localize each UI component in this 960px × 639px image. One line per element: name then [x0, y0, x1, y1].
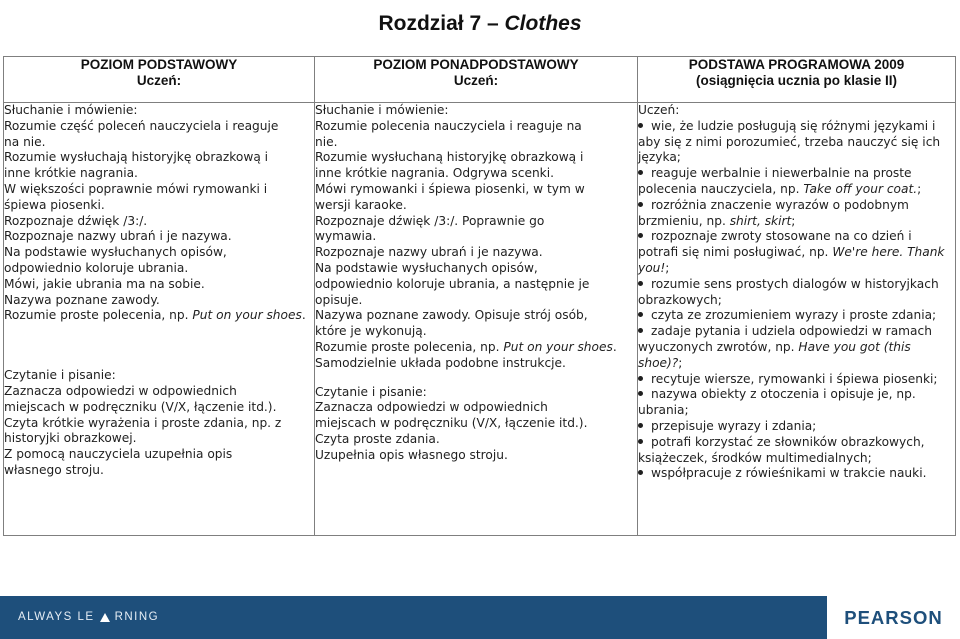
advanced-listening-lines: [315, 119, 637, 372]
cell-curriculum: [638, 103, 956, 536]
column-header-curriculum-subtitle: (osiągnięcia ucznia po klasie II): [695, 73, 898, 88]
bullet-text: rozróżnia znaczenie wyrazów o podobnym brzmieniu, np.: [638, 197, 909, 228]
curriculum-table: [3, 56, 956, 536]
bullet-tail: ;: [678, 355, 683, 370]
bullet-icon: [638, 423, 643, 428]
footer-bar: [0, 596, 960, 639]
basic-listening-lines: [4, 119, 314, 324]
text-line: śpiewa piosenki.: [4, 197, 105, 212]
bullet-icon: [638, 470, 643, 475]
column-header-curriculum-title: PODSTAWA PROGRAMOWA 2009: [688, 57, 905, 72]
example-phrase: shirt, skirt: [729, 213, 792, 228]
text-line: Uzupełnia opis własnego stroju.: [315, 447, 508, 462]
text-line: Rozpoznaje nazwy ubrań i je nazywa.: [315, 245, 543, 260]
text-line: wymawia.: [315, 229, 377, 244]
bullet-icon: [638, 123, 643, 128]
example-phrase: Put on your shoes: [503, 339, 613, 354]
table-header-row: [4, 57, 956, 103]
column-header-basic-subtitle: Uczeń:: [136, 73, 182, 88]
text-line: Rozpoznaje dźwięk /3:/.: [4, 213, 148, 228]
list-item: [638, 466, 955, 482]
bullet-icon: [638, 439, 643, 444]
basic-reading-lines: [4, 384, 314, 479]
bullet-text: zadaje pytania i udziela odpowiedzi w ramach wyuczonych zwrotów, np.: [638, 324, 932, 354]
cell-advanced: [315, 103, 638, 536]
section-label-listening: Słuchanie i mówienie:: [4, 103, 138, 117]
text-line: Czyta proste zdania.: [315, 431, 440, 446]
bullet-icon: [638, 281, 643, 286]
cell-basic: [4, 103, 315, 536]
text-line: Czyta krótkie wyrażenia i proste zdania, np. z: [4, 415, 282, 430]
list-item: [638, 119, 955, 166]
text-line: Zaznacza odpowiedzi w odpowiednich: [315, 400, 548, 415]
tagline-part: ALWAYS LE: [18, 611, 95, 623]
text-line: Rozumie wysłuchaną historyjkę obrazkową i: [315, 150, 584, 165]
curriculum-bullet-list: [638, 119, 955, 482]
bullet-text: reaguje werbalnie i niewerbalnie na proste polecenia nauczyciela, np.: [638, 166, 912, 196]
triangle-a-icon: [100, 613, 110, 622]
column-header-advanced: [315, 57, 638, 103]
list-item: [638, 229, 955, 276]
list-item: [638, 372, 955, 388]
advanced-reading-lines: [315, 400, 637, 463]
text-line: W większości poprawnie mówi rymowanki i: [4, 181, 268, 196]
text-line: Rozpoznaje nazwy ubrań i je nazywa.: [4, 229, 232, 244]
text-run: Rozumie proste polecenia, np.: [4, 308, 193, 323]
list-item: [638, 435, 955, 467]
bullet-icon: [638, 376, 643, 381]
text-line: Nazywa poznane zawody.: [4, 292, 160, 307]
text-line: na nie.: [4, 134, 46, 149]
pearson-logo: PEARSON: [827, 596, 960, 639]
bullet-tail: ;: [791, 213, 796, 228]
tagline-part: RNING: [114, 611, 160, 623]
bullet-icon: [638, 328, 643, 333]
bullet-text: recytuje wiersze, rymowanki i śpiewa piosenki;: [651, 371, 938, 386]
bullet-text: czyta ze zrozumieniem wyrazy i proste zdania;: [651, 308, 937, 323]
bullet-text: rozpoznaje zwroty stosowane na co dzień i potrafi się nimi posługiwać, np.: [638, 229, 912, 260]
text-line: Rozpoznaje dźwięk /3:/. Poprawnie go: [315, 213, 545, 228]
section-label-reading: Czytanie i pisanie:: [315, 384, 427, 399]
bullet-text: rozumie sens prostych dialogów w historyjkach obrazkowych;: [638, 276, 939, 307]
text-line: historyjki obrazkowej.: [4, 431, 137, 446]
text-line: odpowiednio koloruje ubrania.: [4, 260, 189, 275]
list-item: [638, 198, 955, 230]
column-header-advanced-subtitle: Uczeń:: [453, 73, 499, 88]
text-line: Na podstawie wysłuchanych opisów,: [315, 260, 538, 275]
text-line: Rozumie wysłuchają historyjkę obrazkową i: [4, 150, 269, 165]
text-line: Rozumie polecenia nauczyciela i reaguje na: [315, 118, 582, 133]
column-header-curriculum: [638, 57, 956, 103]
list-item: [638, 166, 955, 198]
bullet-text: potrafi korzystać ze słowników obrazkowych, książeczek, środków multimedialnych;: [638, 434, 925, 465]
bullet-icon: [638, 170, 643, 175]
bullet-icon: [638, 312, 643, 317]
bullet-text: wie, że ludzie posługują się różnymi językami i aby się z nimi porozumieć, trzeba nauczyć się ich języka;: [638, 118, 941, 165]
text-line: Mówi, jakie ubrania ma na sobie.: [4, 276, 205, 291]
text-line: które je wykonują.: [315, 324, 427, 339]
text-line: Rozumie część poleceń nauczyciela i reaguje: [4, 118, 279, 133]
text-run: . Samodzielnie układa podobne instrukcje.: [315, 339, 617, 370]
bullet-text: nazywa obiekty z otoczenia i opisuje je, np. ubrania;: [638, 387, 916, 418]
list-item: [638, 308, 955, 324]
text-line: Zaznacza odpowiedzi w odpowiednich: [4, 383, 237, 398]
bullet-icon: [638, 202, 643, 207]
text-line: opisuje.: [315, 292, 363, 307]
chapter-title-topic: Clothes: [504, 12, 582, 35]
column-header-advanced-title: POZIOM PONADPODSTAWOWY: [373, 57, 579, 72]
bullet-icon: [638, 233, 643, 238]
text-line: odpowiednio koloruje ubrania, a następnie je: [315, 276, 590, 291]
text-line: inne krótkie nagrania. Odgrywa scenki.: [315, 166, 554, 181]
footer-tagline: [18, 609, 159, 625]
section-label-reading: Czytanie i pisanie:: [4, 368, 116, 383]
text-line: nie.: [315, 134, 338, 149]
section-label-listening: Słuchanie i mówienie:: [315, 103, 449, 117]
text-line: wersji karaoke.: [315, 197, 407, 212]
chapter-title: [0, 12, 960, 36]
example-phrase: Put on your shoes: [192, 308, 302, 323]
chapter-title-prefix: Rozdział 7 –: [378, 12, 505, 35]
list-item: [638, 277, 955, 309]
text-line: Z pomocą nauczyciela uzupełnia opis: [4, 447, 233, 462]
text-line: Mówi rymowanki i śpiewa piosenki, w tym w: [315, 181, 585, 196]
text-line: inne krótkie nagrania.: [4, 166, 138, 181]
text-run: Rozumie proste polecenia, np.: [315, 339, 504, 354]
text-line: miejscach w podręczniku (V/X, łączenie itd.).: [315, 416, 588, 431]
column-header-basic-title: POZIOM PODSTAWOWY: [80, 57, 238, 72]
bullet-tail: ;: [665, 260, 670, 275]
text-run: .: [301, 308, 306, 323]
list-item: [638, 419, 955, 435]
text-line: miejscach w podręczniku (V/X, łączenie itd.).: [4, 399, 277, 414]
table-body-row: [4, 103, 956, 536]
text-line: Nazywa poznane zawody. Opisuje strój osób,: [315, 308, 588, 323]
example-phrase: Take off your coat.: [803, 181, 918, 196]
text-line: własnego stroju.: [4, 462, 104, 477]
text-line-with-example: [315, 340, 637, 372]
example-phrase: We're here. Thank you!: [638, 245, 945, 275]
list-item: [638, 324, 955, 371]
bullet-tail: ;: [917, 181, 922, 196]
bullet-icon: [638, 391, 643, 396]
curriculum-intro: Uczeń:: [638, 103, 680, 117]
text-line-with-example: [4, 308, 314, 324]
example-phrase: Have you got (this shoe)?: [638, 339, 911, 370]
bullet-text: przepisuje wyrazy i zdania;: [651, 418, 817, 433]
bullet-text: współpracuje z rówieśnikami w trakcie nauki.: [651, 466, 927, 481]
list-item: [638, 387, 955, 419]
column-header-basic: [4, 57, 315, 103]
text-line: Na podstawie wysłuchanych opisów,: [4, 245, 227, 260]
